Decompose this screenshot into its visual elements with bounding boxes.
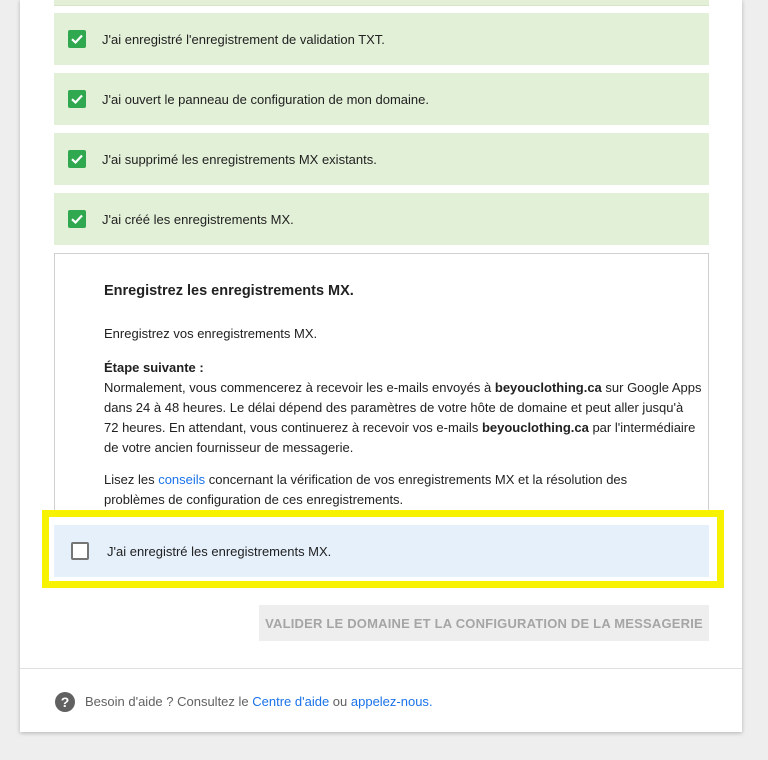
help-text: Besoin d'aide ? Consultez le xyxy=(85,694,253,709)
step-label: J'ai créé les enregistrements MX. xyxy=(102,211,294,227)
mx-step-detail-panel xyxy=(54,253,709,513)
checkbox-checked-icon[interactable] xyxy=(68,210,86,228)
completed-step-delete-mx[interactable] xyxy=(54,133,709,185)
completed-step-txt[interactable] xyxy=(54,13,709,65)
step-label: J'ai supprimé les enregistrements MX existants. xyxy=(102,151,377,167)
call-us-link[interactable]: appelez-nous xyxy=(350,694,429,709)
mx-confirm-label: J'ai enregistré les enregistrements MX. xyxy=(107,543,332,559)
domain-name: beyouclothing.ca xyxy=(494,380,602,395)
tips-line: Lisez les xyxy=(104,472,159,487)
step-title: Enregistrez les enregistrements MX. xyxy=(104,283,354,299)
checkbox-checked-icon[interactable] xyxy=(68,90,86,108)
step-intro: Enregistrez vos enregistrements MX. xyxy=(104,326,318,341)
help-text: . xyxy=(428,694,433,709)
tips-link[interactable]: conseils xyxy=(158,472,206,487)
step-label: J'ai ouvert le panneau de configuration de mon domaine. xyxy=(102,91,429,107)
highlight-outline xyxy=(42,510,724,588)
checkbox-checked-icon[interactable] xyxy=(68,30,86,48)
next-step-line: 72 heures. En attendant, vous continuerez à recevoir vos e-mails xyxy=(104,420,482,435)
next-step-text xyxy=(104,358,704,458)
tips-line: problèmes de configuration de ces enregistrements. xyxy=(104,492,404,507)
footer-divider xyxy=(20,668,742,669)
previous-step-edge xyxy=(54,0,709,6)
next-step-line: par l'intermédiaire xyxy=(588,420,696,435)
step-label: J'ai enregistré l'enregistrement de validation TXT. xyxy=(102,31,385,47)
next-step-line: sur Google Apps xyxy=(601,380,702,395)
help-footer xyxy=(85,694,433,709)
next-step-line: dans 24 à 48 heures. Le délai dépend des paramètres de votre hôte de domaine et peut aller jusqu'à xyxy=(104,400,684,415)
validate-domain-button[interactable]: VALIDER LE DOMAINE ET LA CONFIGURATION DE LA MESSAGERIE xyxy=(259,605,709,641)
tips-line: concernant la vérification de vos enregistrements MX et la résolution des xyxy=(205,472,628,487)
domain-name: beyouclothing.ca xyxy=(481,420,589,435)
help-text: ou xyxy=(329,694,351,709)
next-step-line: Normalement, vous commencerez à recevoir les e-mails envoyés à xyxy=(104,380,495,395)
completed-step-panel[interactable] xyxy=(54,73,709,125)
next-step-heading: Étape suivante : xyxy=(104,360,204,375)
checkbox-checked-icon[interactable] xyxy=(68,150,86,168)
tips-text xyxy=(104,470,704,510)
help-center-link[interactable]: Centre d'aide xyxy=(252,694,330,709)
completed-step-create-mx[interactable] xyxy=(54,193,709,245)
next-step-line: de votre ancien fournisseur de messagerie. xyxy=(104,440,354,455)
help-icon: ? xyxy=(55,692,75,712)
